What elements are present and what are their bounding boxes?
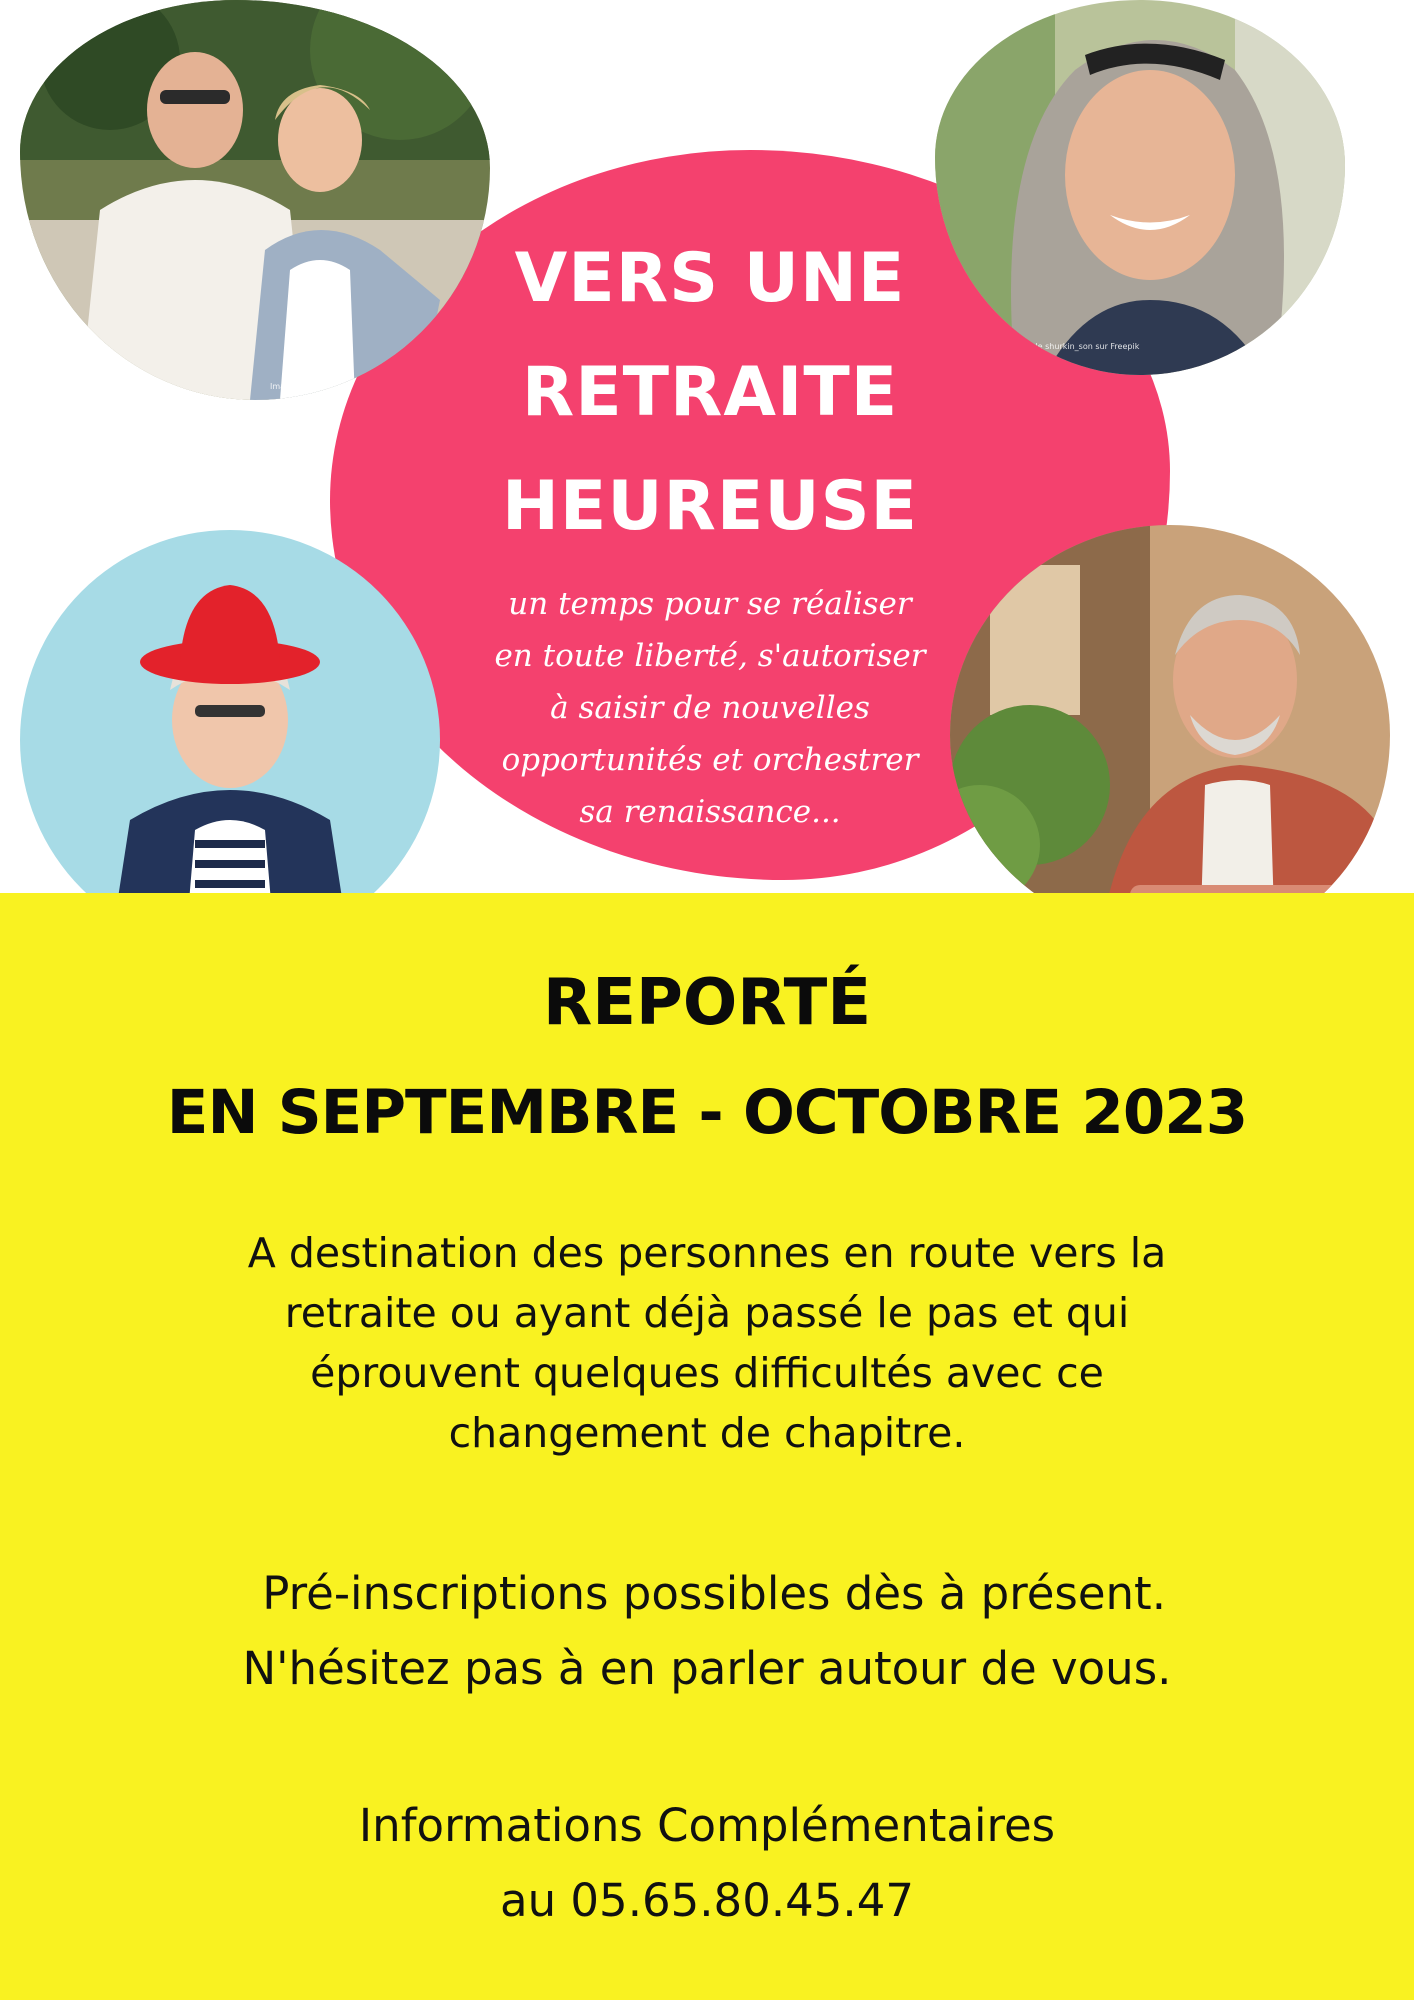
headline-line: RETRAITE	[521, 353, 899, 432]
tagline	[470, 578, 950, 838]
contact-phone: au 05.65.80.45.47	[500, 1874, 914, 1927]
tagline-line: sa renaissance...	[579, 794, 841, 830]
photo-credit-woman-glasses: Image de shurkin_son sur Freepik	[1005, 342, 1140, 351]
postponed-notice	[0, 943, 1414, 1163]
audience-line: changement de chapitre.	[448, 1409, 966, 1457]
audience-line: A destination des personnes en route vers la	[247, 1229, 1167, 1277]
preinscription-line: Pré-inscriptions possibles dès à présent.	[247, 1567, 1167, 1620]
contact-info	[0, 1788, 1414, 1938]
hero-section	[0, 0, 1414, 893]
headline-line: HEUREUSE	[501, 467, 919, 546]
audience-line: éprouvent quelques difficultés avec ce	[310, 1349, 1104, 1397]
photo-credit-couple: Image de lookstudio sur Freepik	[270, 382, 398, 391]
preinscription-notice	[0, 1556, 1414, 1706]
tagline-line: à saisir de nouvelles	[550, 690, 870, 726]
tagline-line: opportunités et orchestrer	[501, 742, 919, 778]
audience-description	[0, 1223, 1414, 1463]
tagline-line: en toute liberté, s'autoriser	[494, 638, 926, 674]
tagline-line: un temps pour se réaliser	[508, 586, 912, 622]
contact-info-label: Informations Complémentaires	[358, 1799, 1056, 1852]
headline-line: VERS UNE	[514, 239, 906, 318]
headline	[440, 222, 980, 564]
preinscription-line: N'hésitez pas à en parler autour de vous.	[242, 1642, 1172, 1695]
postponed-title: REPORTÉ	[542, 966, 872, 1040]
announcement-banner	[0, 893, 1414, 2000]
audience-line: retraite ou ayant déjà passé le pas et qui	[284, 1289, 1130, 1337]
postponed-dates: EN SEPTEMBRE - OCTOBRE 2023	[166, 1077, 1248, 1148]
